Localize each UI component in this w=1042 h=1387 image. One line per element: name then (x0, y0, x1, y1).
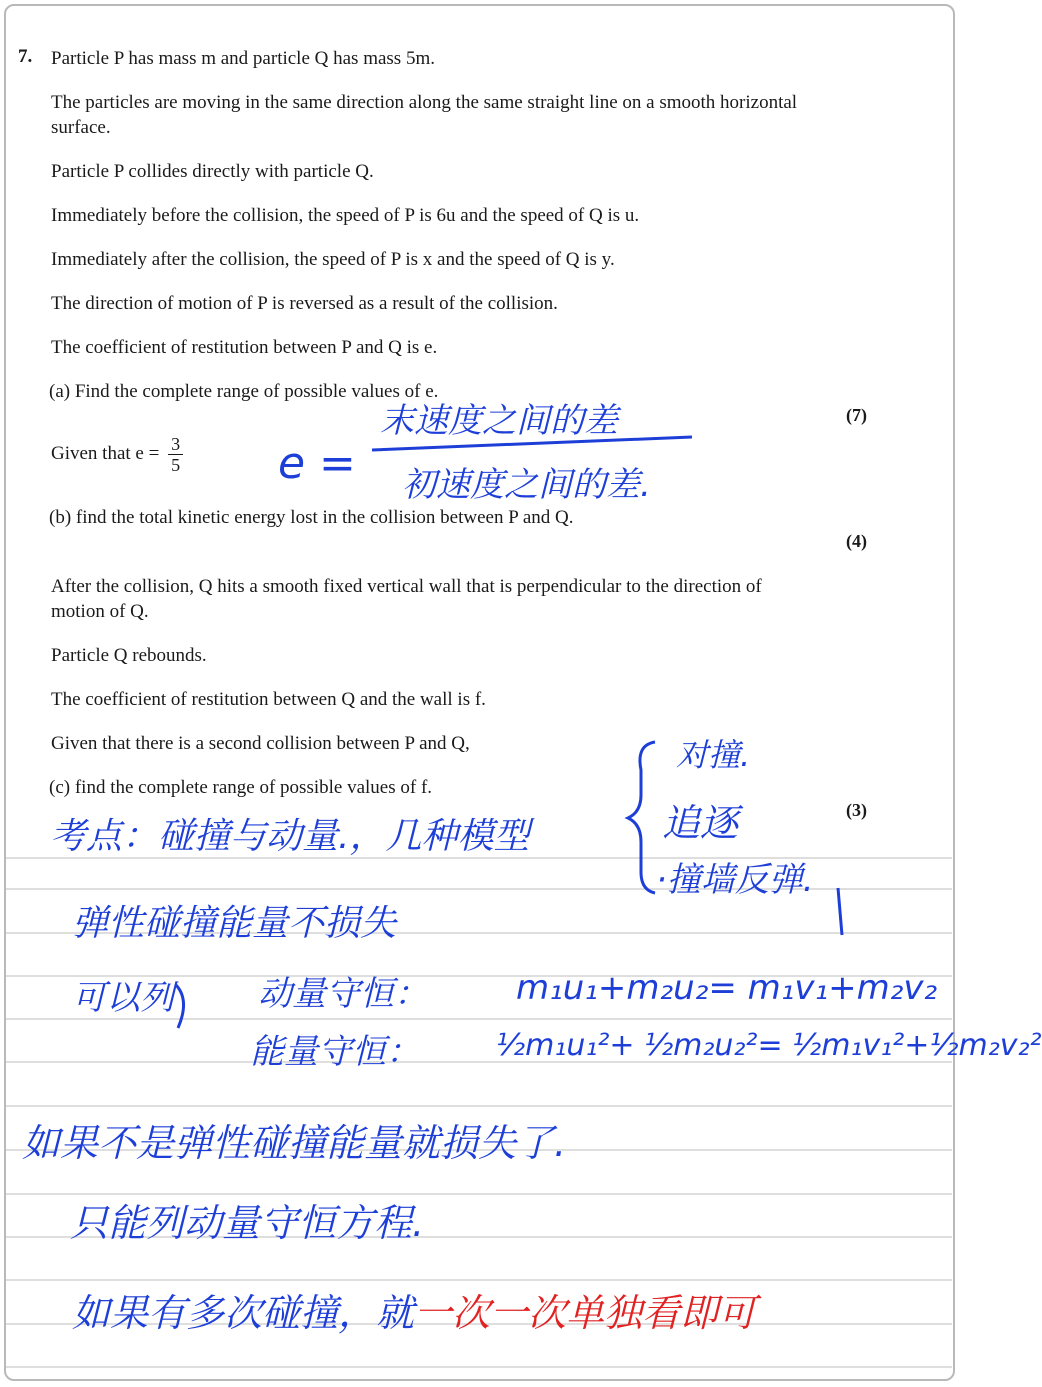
question-line: Given that there is a second collision between P and Q, (51, 733, 470, 754)
handwritten-topic: 考点：碰撞与动量.，几种模型 (50, 816, 530, 857)
handwritten-e: e = (278, 438, 356, 489)
handwritten-model: 对撞. (676, 736, 751, 774)
marks-b: (4) (846, 531, 867, 551)
handwritten-model: 追逐 (662, 801, 739, 845)
handwritten-momentum-label: 动量守恒： (258, 974, 428, 1014)
question-line: The particles are moving in the same direction along the same straight line on a smooth horizontal surface. (51, 92, 798, 138)
question-line: Particle P collides directly with particle Q. (51, 161, 374, 182)
handwritten-momentum-eq: m₁u₁+m₂u₂= m₁v₁+m₂v₂ (516, 968, 938, 1008)
handwritten-energy-eq: ½m₁u₁²+ ½m₂u₂²= ½m₁v₁²+½m₂v₂² (496, 1028, 1042, 1063)
handwritten-e-denominator: 初速度之间的差. (402, 465, 651, 505)
handwritten-model: ·撞墙反弹. (656, 860, 814, 900)
question-line: Immediately after the collision, the speed of P is x and the speed of Q is y. (51, 249, 615, 270)
pen-stroke (838, 888, 842, 935)
question-line: Particle Q rebounds. (51, 645, 207, 666)
marks-a: (7) (846, 405, 867, 425)
given-e-text: Given that e = (51, 442, 160, 464)
part-c: (c) find the complete range of possible values of f. (49, 777, 433, 798)
part-a: (a) Find the complete range of possible values of e. (49, 381, 439, 402)
handwritten-e-numerator: 末速度之间的差 (380, 401, 618, 441)
handwritten-inelastic: 如果不是弹性碰撞能量就损失了. (22, 1121, 567, 1165)
handwritten-can-list: 可以列 (72, 978, 174, 1018)
question-line: The coefficient of restitution between Q and the wall is f. (51, 689, 486, 710)
handwritten-energy-label: 能量守恒： (250, 1032, 420, 1072)
handwritten-elastic: 弹性碰撞能量不损失 (72, 903, 397, 944)
question-line: The direction of motion of P is reversed as a result of the collision. (51, 293, 558, 314)
part-b: (b) find the total kinetic energy lost in the collision between P and Q. (49, 507, 574, 528)
question-line: Immediately before the collision, the speed of P is 6u and the speed of Q is u. (51, 205, 640, 226)
given-e (51, 434, 271, 475)
fraction-denominator: 5 (171, 455, 181, 475)
curly-brace-icon (628, 742, 655, 893)
question-line: Particle P has mass m and particle Q has mass 5m. (51, 48, 435, 69)
handwritten-only-momentum: 只能列动量守恒方程. (70, 1201, 425, 1245)
handwritten-multi-prefix: 如果有多次碰撞，就 (72, 1291, 415, 1335)
marks-c: (3) (846, 800, 867, 820)
fraction (168, 434, 183, 475)
question-line: After the collision, Q hits a smooth fixed vertical wall that is perpendicular to the direction of motion of Q. (51, 576, 762, 622)
handwritten-multi-red: 一次一次单独看即可 (414, 1291, 757, 1335)
fraction-numerator: 3 (168, 434, 183, 455)
question-line: The coefficient of restitution between P and Q is e. (51, 337, 438, 358)
pen-stroke (176, 985, 184, 1028)
handwritten-multi (72, 1282, 756, 1337)
question-number: 7. (18, 46, 33, 67)
